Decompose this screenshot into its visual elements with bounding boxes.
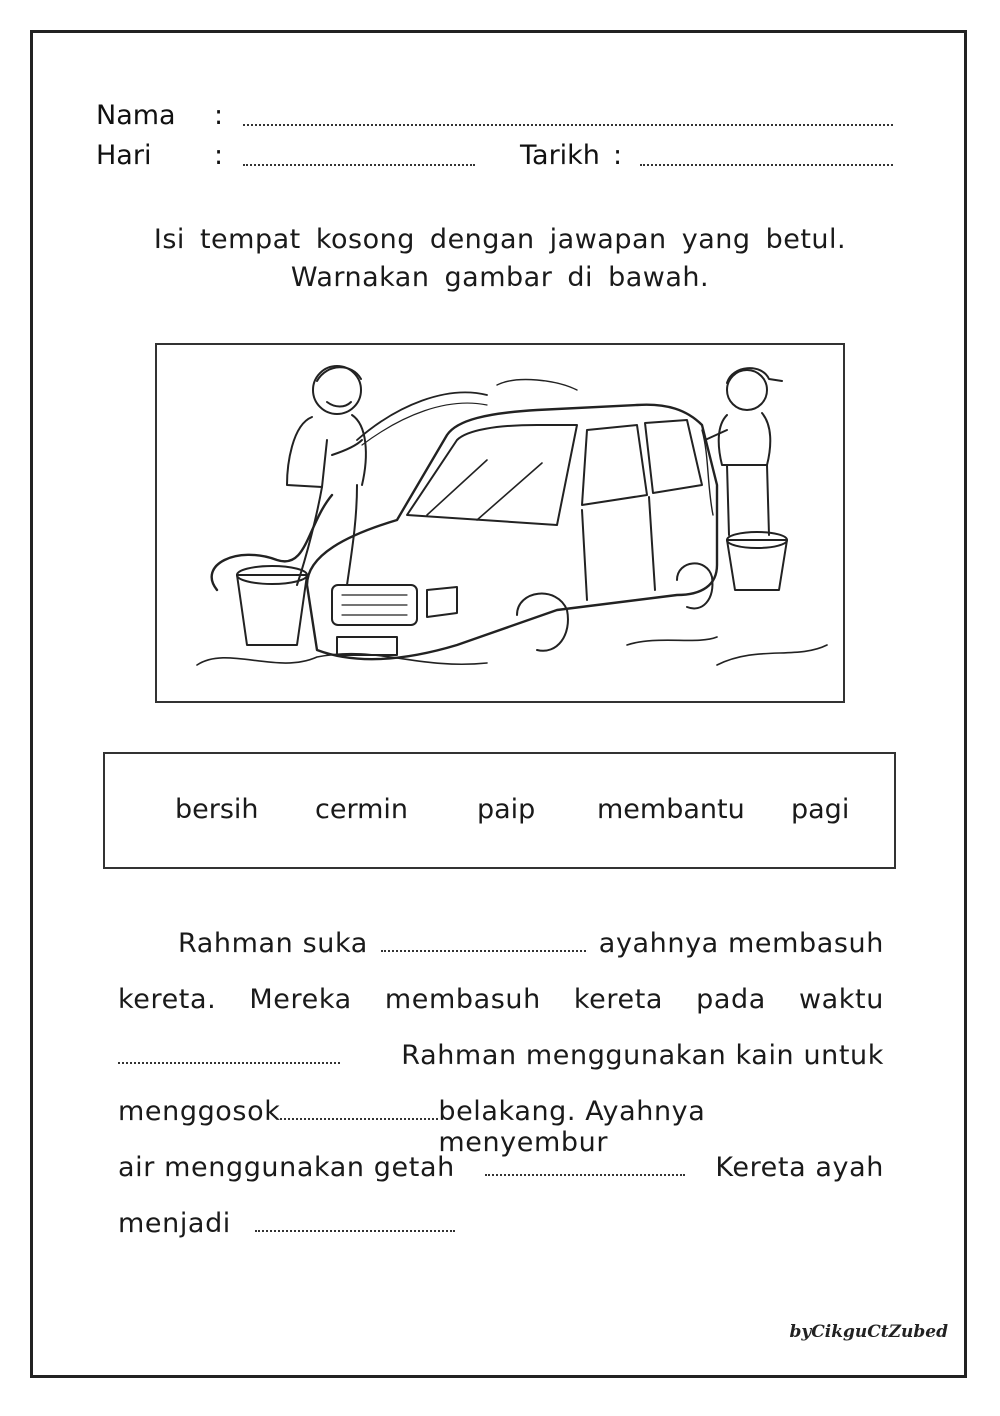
- day-label: Hari: [96, 140, 152, 171]
- passage-text: Kereta ayah: [715, 1152, 884, 1183]
- car-wash-drawing: [157, 345, 843, 701]
- passage-text: belakang. Ayahnya menyembur: [438, 1096, 706, 1158]
- answer-blank-2[interactable]: [118, 1042, 340, 1064]
- passage-word: Mereka: [249, 984, 352, 1015]
- word-bank-item[interactable]: pagi: [791, 794, 850, 825]
- answer-blank-3[interactable]: [280, 1098, 438, 1120]
- name-blank[interactable]: [243, 124, 893, 126]
- name-colon: :: [214, 100, 224, 131]
- day-colon: :: [214, 140, 224, 171]
- passage-word: membasuh: [384, 984, 541, 1015]
- passage-text: ayahnya membasuh: [598, 928, 884, 959]
- date-colon: :: [613, 140, 623, 171]
- day-blank[interactable]: [243, 164, 475, 166]
- passage-text: Rahman suka: [178, 928, 368, 959]
- passage-word: kereta: [573, 984, 664, 1015]
- passage-word: waktu: [798, 984, 884, 1015]
- car-wash-illustration: [155, 343, 845, 703]
- passage-text: Rahman menggunakan kain untuk: [401, 1040, 884, 1071]
- name-label: Nama: [96, 100, 176, 131]
- answer-blank-1[interactable]: [381, 930, 586, 952]
- passage-word: kereta.: [118, 984, 217, 1015]
- passage-word: pada: [696, 984, 766, 1015]
- word-bank-item[interactable]: bersih: [175, 794, 259, 825]
- author-signature: byCikguCtZubed: [789, 1322, 948, 1342]
- word-bank-item[interactable]: cermin: [315, 794, 408, 825]
- word-bank-item[interactable]: paip: [477, 794, 536, 825]
- date-blank[interactable]: [640, 164, 893, 166]
- answer-blank-5[interactable]: [255, 1210, 455, 1232]
- passage-text: menjadi: [118, 1208, 231, 1239]
- instruction-line-2: Warnakan gambar di bawah.: [290, 262, 710, 293]
- word-bank-item[interactable]: membantu: [597, 794, 745, 825]
- instruction-line-1: Isi tempat kosong dengan jawapan yang betul.: [153, 224, 847, 255]
- passage-text: air menggunakan getah: [118, 1152, 455, 1183]
- date-label: Tarikh: [520, 140, 600, 171]
- answer-blank-4[interactable]: [485, 1154, 685, 1176]
- word-bank: [103, 752, 896, 869]
- passage-text: menggosok: [118, 1096, 281, 1127]
